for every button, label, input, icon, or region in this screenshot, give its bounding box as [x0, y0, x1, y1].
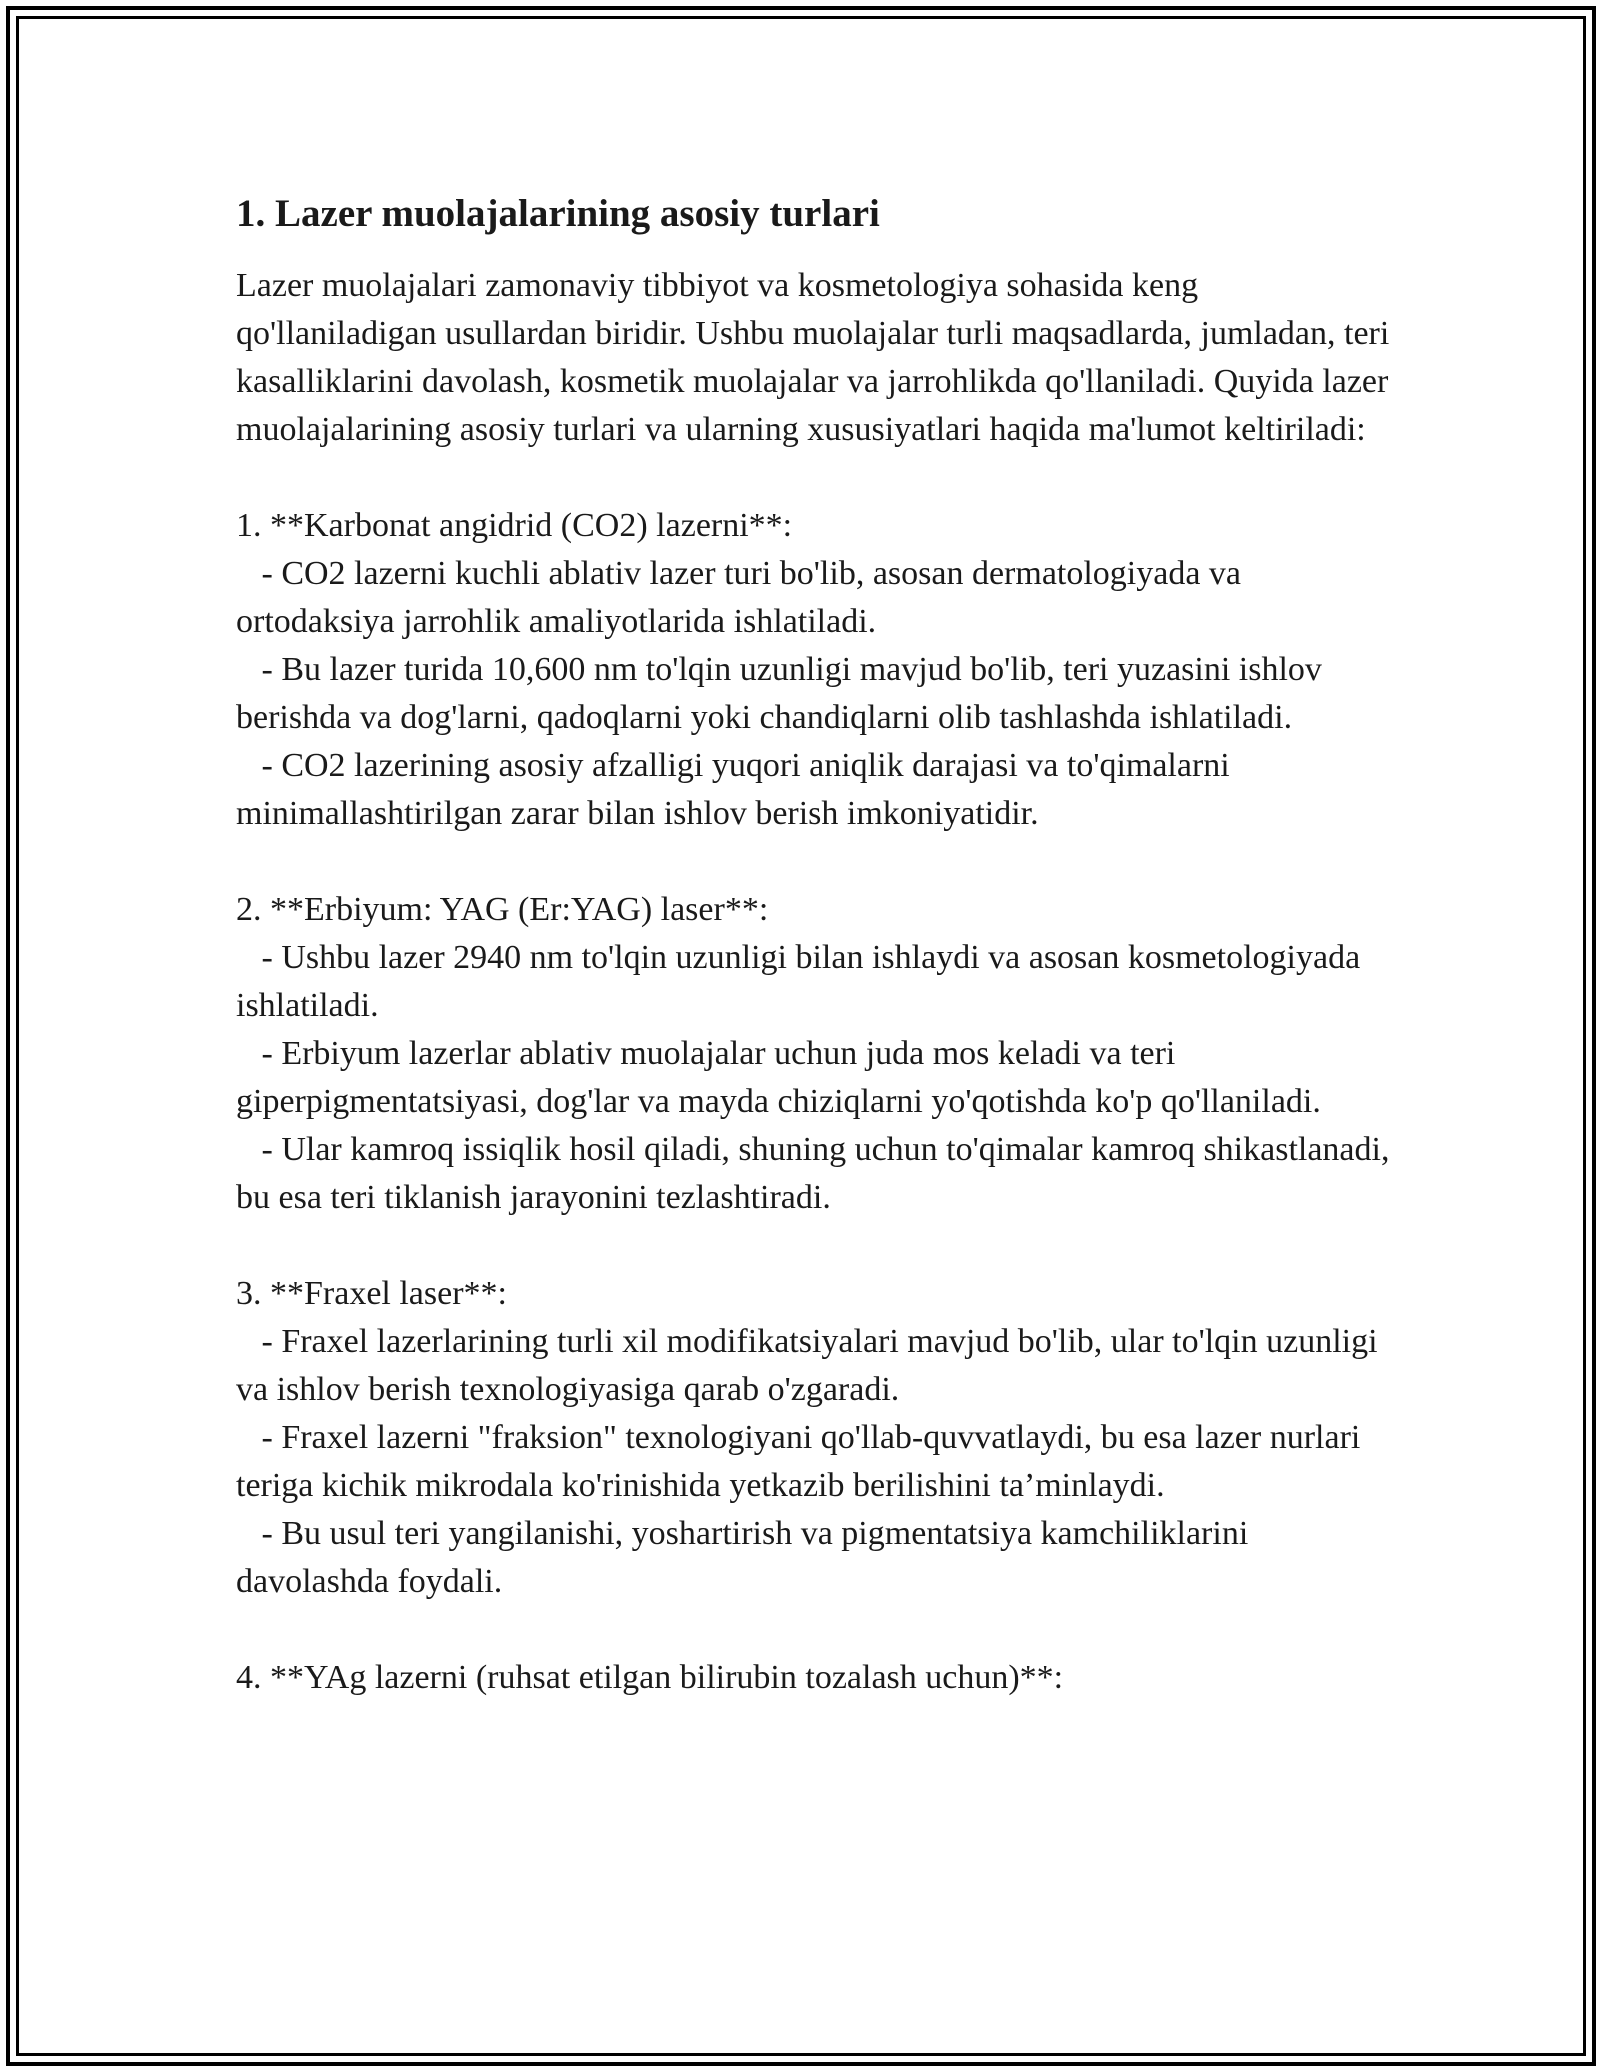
section-heading: 1. Lazer muolajalarining asosiy turlari: [236, 192, 880, 235]
spacer: [236, 1222, 1396, 1270]
list-item-bullet: - Fraxel lazerni "fraksion" texnologiyani qo'llab-quvvatlaydi, bu esa lazer nurlari teriga kichik mikrodala ko'rinishida yetkazib berilishini ta’minlaydi.: [236, 1419, 1369, 1504]
list-item-title: 2. **Erbiyum: YAG (Er:YAG) laser**:: [236, 891, 769, 928]
spacer: [236, 838, 1396, 886]
list-item-bullet: - Ular kamroq issiqlik hosil qiladi, shuning uchun to'qimalar kamroq shikastlanadi, bu esa teri tiklanish jarayonini tezlashtiradi.: [236, 1131, 1398, 1216]
list-item: [236, 886, 1396, 1222]
list-item-bullet: - Ushbu lazer 2940 nm to'lqin uzunligi bilan ishlaydi va asosan kosmetologiyada ishlatiladi.: [236, 939, 1369, 1024]
list-item-bullet: - Fraxel lazerlarining turli xil modifikatsiyalari mavjud bo'lib, ular to'lqin uzunligi va ishlov berish texnologiyasiga qarab o'zgaradi.: [236, 1323, 1387, 1408]
list-item-title: 4. **YAg lazerni (ruhsat etilgan bilirubin tozalash uchun)**:: [236, 1659, 1064, 1696]
list-item: [236, 1270, 1396, 1606]
list-item-title: 1. **Karbonat angidrid (CO2) lazerni**:: [236, 507, 793, 544]
list-item-bullet: - Bu usul teri yangilanishi, yoshartirish va pigmentatsiya kamchiliklarini davolashda foydali.: [236, 1515, 1257, 1600]
list-item: [236, 1654, 1396, 1702]
list-item-title: 3. **Fraxel laser**:: [236, 1275, 507, 1312]
list-item-bullet: - Erbiyum lazerlar ablativ muolajalar uchun juda mos keladi va teri giperpigmentatsiyasi, dog'lar va mayda chiziqlarni yo'qotishda ko'p qo'llaniladi.: [236, 1035, 1321, 1120]
document-body: [236, 186, 1396, 1702]
list-item-bullet: - Bu lazer turida 10,600 nm to'lqin uzunligi mavjud bo'lib, teri yuzasini ishlov berishda va dog'larni, qadoqlarni yoki chandiqlarni olib tashlashda ishlatiladi.: [236, 651, 1331, 736]
spacer: [236, 1606, 1396, 1654]
intro-paragraph: Lazer muolajalari zamonaviy tibbiyot va kosmetologiya sohasida keng qo'llaniladigan usullardan biridir. Ushbu muolajalar turli maqsadlarda, jumladan, teri kasalliklarini davolash, kosmetik muolajalar va jarrohlikda qo'llaniladi. Quyida lazer muolajalarining asosiy turlari va ularning xususiyatlari haqida ma'lumot keltiriladi:: [236, 267, 1390, 448]
list-item-bullet: - CO2 lazerining asosiy afzalligi yuqori aniqlik darajasi va to'qimalarni minimallashtirilgan zarar bilan ishlov berish imkoniyatidir.: [236, 747, 1239, 832]
list-item: [236, 502, 1396, 838]
list-item-bullet: - CO2 lazerni kuchli ablativ lazer turi bo'lib, asosan dermatologiyada va ortodaksiya jarrohlik amaliyotlarida ishlatiladi.: [236, 555, 1250, 640]
spacer: [236, 454, 1396, 502]
